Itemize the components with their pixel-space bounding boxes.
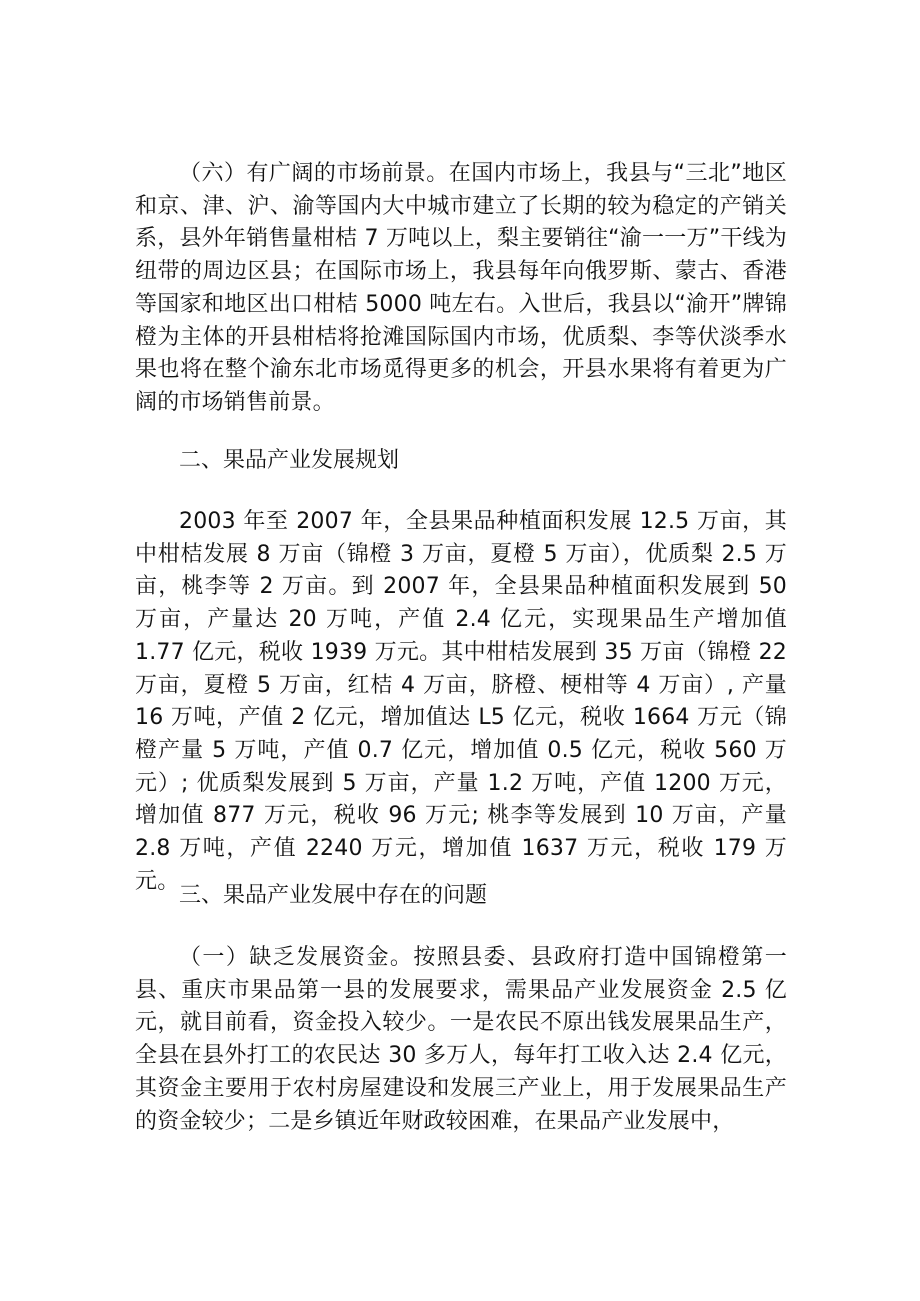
paragraph-market-prospects: （六）有广阔的市场前景。在国内市场上，我县与“三北”地区和京、津、沪、渝等国内大中城市建立了长期的较为稳定的产销关系，县外年销售量柑桔 7 万吨以上，梨主要销往“渝一一万”干线为纽带的周边区县；在国际市场上，我县每年向俄罗斯、蒙古、香港等国家和地区出口柑桔 5000 吨左右。入世后，我县以“渝开”牌锦橙为主体的开县柑桔将抢滩国际国内市场，优质梨、李等伏淡季水果也将在整个渝东北市场觅得更多的机会，开县水果将有着更为广阔的市场销售前景。: [135, 161, 787, 415]
section-heading-existing-problems: 三、果品产业发展中存在的问题: [179, 883, 488, 908]
section-heading-development-plan: 二、果品产业发展规划: [179, 448, 400, 473]
paragraph-lack-of-funds: （一）缺乏发展资金。按照县委、县政府打造中国锦橙第一县、重庆市果品第一县的发展要求，需果品产业发展资金 2.5 亿元，就目前看，资金投入较少。一是农民不原出钱发展果品生产，全县在县外打工的农民达 30 多万人，每年打工收入达 2.4 亿元，其资金主要用于农村房屋建设和发展三产业上，用于发展果品生产的资金较少；二是乡镇近年财政较困难，在果品产业发展中，: [135, 945, 787, 1134]
paragraph-development-plan: 2003 年至 2007 年，全县果品种植面积发展 12.5 万亩，其中柑桔发展 8 万亩（锦橙 3 万亩，夏橙 5 万亩），优质梨 2.5 万亩，桃李等 2 万亩。到 2007 年，全县果品种植面积发展到 50 万亩，产量达 20 万吨，产值 2.4 亿元，实现果品生产增加值 1.77 亿元，税收 1939 万元。其中柑桔发展到 35 万亩（锦橙 22 万亩，夏橙 5 万亩，红桔 4 万亩，脐橙、梗柑等 4 万亩）, 产量 16 万吨，产值 2 亿元，增加值达 L5 亿元，税收 1664 万元（锦橙产量 5 万吨，产值 0.7 亿元，增加值 0.5 亿元，税收 560 万元）; 优质梨发展到 5 万亩，产量 1.2 万吨，产值 1200 万元，增加值 877 万元，税收 96 万元; 桃李等发展到 10 万亩，产量 2.8 万吨，产值 2240 万元，增加值 1637 万元，税收 179 万元。: [135, 509, 787, 894]
